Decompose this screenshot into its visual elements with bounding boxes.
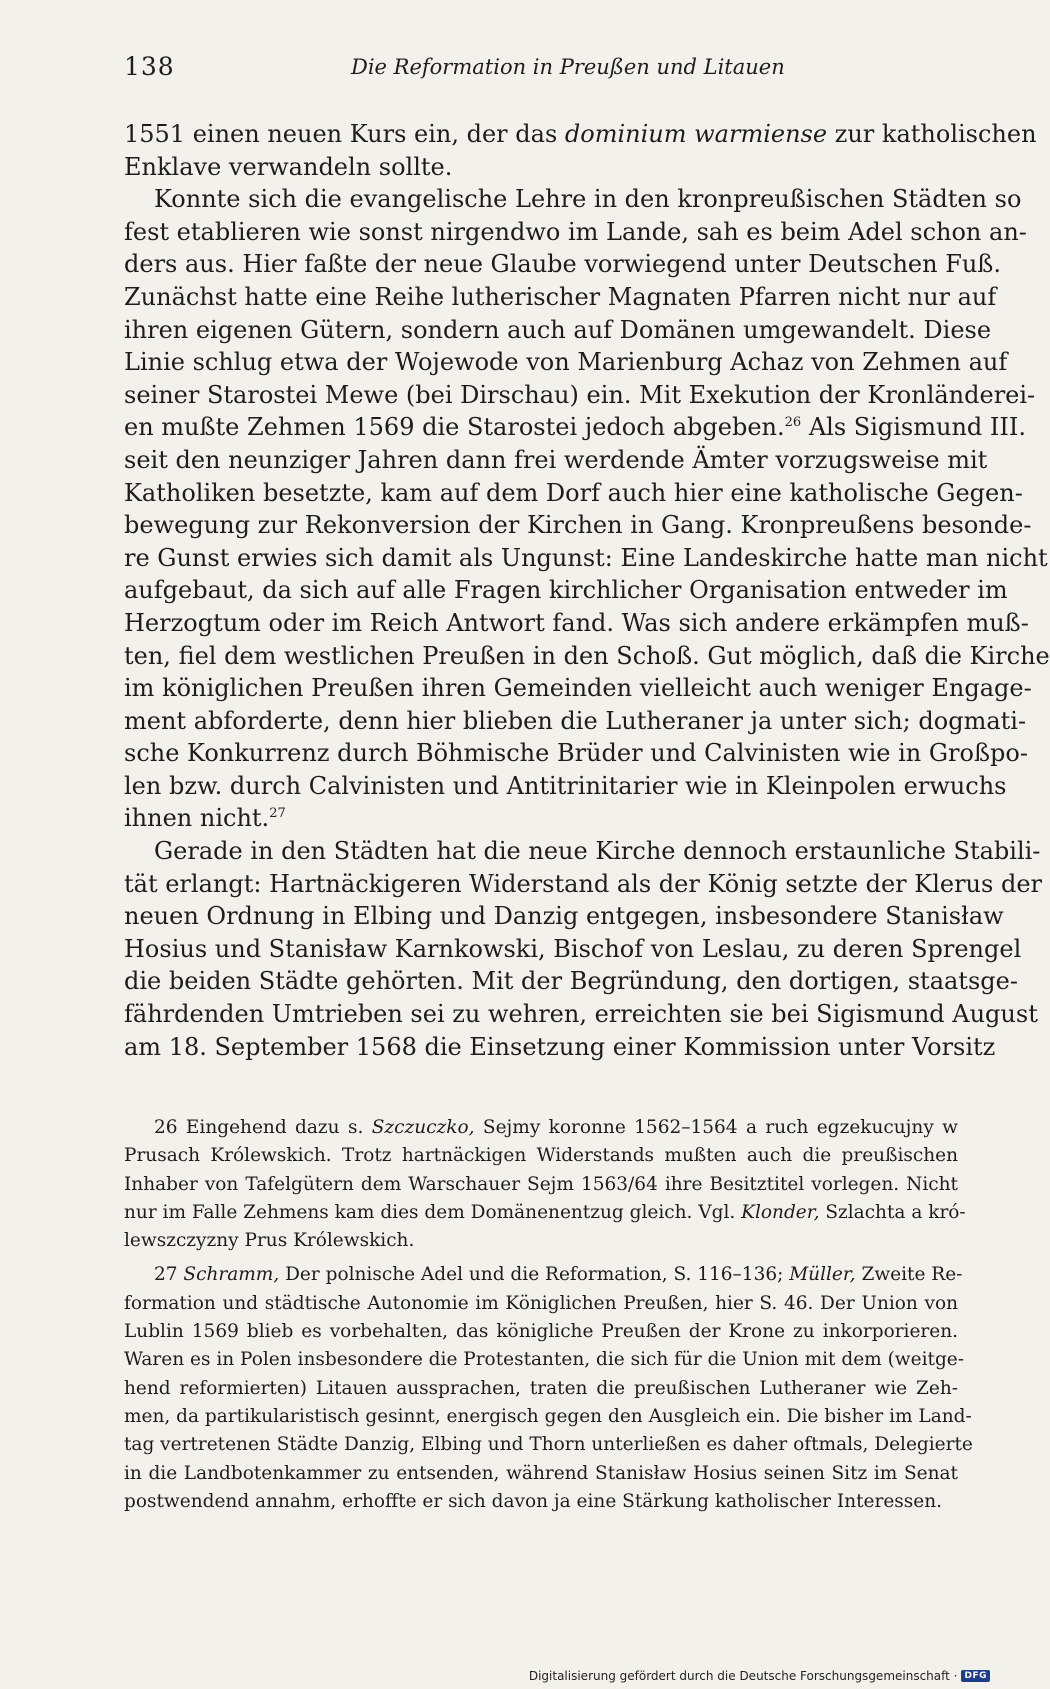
text-run: sche Konkurrenz durch Böhmische Brüder und Calvinisten wie in Großpo- <box>124 739 1028 768</box>
body-line <box>124 998 1038 1031</box>
text-run: Der polnische Adel und die Reformation, S. 116–136; <box>279 1264 790 1286</box>
footnote-27 <box>124 1261 973 1516</box>
footnote-line <box>124 1488 958 1516</box>
text-run: Prusach Królewskich. Trotz hartnäckigen Widerstands mußten auch die preußischen <box>124 1145 958 1167</box>
text-run: Inhaber von Tafelgütern dem Warschauer Sejm 1563/64 ihre Besitztitel vorlegen. Nicht <box>124 1173 958 1195</box>
text-run: Enklave verwandeln sollte. <box>124 152 453 181</box>
dfg-logo: DFG <box>961 1670 990 1682</box>
footnote-line <box>124 1171 958 1199</box>
text-run: neuen Ordnung in Elbing und Danzig entgegen, insbesondere Stanisław <box>124 902 1004 931</box>
body-line <box>124 965 1018 998</box>
text-run: 1551 einen neuen Kurs ein, der das <box>124 120 565 148</box>
text-run: ihnen nicht. <box>124 804 270 833</box>
body-line <box>124 868 1042 901</box>
text-run: Lublin 1569 blieb es vorbehalten, das königliche Preußen der Krone zu inkorporieren. <box>124 1321 958 1343</box>
italic-text: Müller, <box>789 1264 856 1286</box>
footnote-line <box>124 1227 958 1255</box>
footnote-line <box>124 1375 958 1403</box>
text-run: ders aus. Hier faßte der neue Glaube vorwiegend unter Deutschen Fuß. <box>124 250 1001 279</box>
text-run: Zunächst hatte eine Reihe lutherischer Magnaten Pfarren nicht nur auf <box>124 282 997 311</box>
text-run: zur katholischen <box>827 120 1037 148</box>
text-run: ten, fiel dem westlichen Preußen in den Schoß. Gut möglich, daß die Kirche <box>124 641 1050 670</box>
body-line <box>124 737 1028 770</box>
text-run: 26 Eingehend dazu s. <box>154 1117 372 1138</box>
footnote-line <box>124 1142 958 1170</box>
body-line <box>124 444 988 477</box>
text-run: fährdenden Umtrieben sei zu wehren, erreichten sie bei Sigismund August <box>124 1000 1038 1029</box>
text-run: tag vertretenen Städte Danzig, Elbing und Thorn unterließen es daher oftmals, Delegierte <box>124 1434 973 1456</box>
body-line <box>124 835 1041 868</box>
text-run: Katholiken besetzte, kam auf dem Dorf auch hier eine katholische Gegen- <box>124 478 1023 507</box>
body-line <box>124 574 1008 607</box>
body-line <box>124 542 1048 575</box>
footer-text: Digitalisierung gefördert durch die Deutsche Forschungsgemeinschaft · <box>528 1669 958 1683</box>
text-run: aufgebaut, da sich auf alle Fragen kirchlicher Organisation entweder im <box>124 576 1008 605</box>
text-run: Hosius und Stanisław Karnkowski, Bischof von Leslau, zu deren Sprengel <box>124 934 1022 963</box>
body-line <box>124 281 997 314</box>
text-run: am 18. September 1568 die Einsetzung einer Kommission unter Vorsitz <box>124 1032 996 1061</box>
text-run: 27 <box>154 1264 184 1286</box>
italic-text: Klonder, <box>741 1201 820 1223</box>
body-line <box>124 216 1027 249</box>
body-line <box>124 1031 996 1064</box>
text-run: Sejmy koronne 1562–1564 a ruch egzekucujny w <box>474 1117 958 1138</box>
footnote-26 <box>124 1114 966 1255</box>
text-run: len bzw. durch Calvinisten und Antitrinitarier wie in Kleinpolen erwuchs <box>124 771 1007 800</box>
text-run: Linie schlug etwa der Wojewode von Marienburg Achaz von Zehmen auf <box>124 348 1008 377</box>
italic-text: dominium warmiense <box>564 120 828 148</box>
body-line <box>124 509 1032 542</box>
text-run: seiner Starostei Mewe (bei Dirschau) ein. Mit Exekution der Kronländerei- <box>124 380 1036 409</box>
text-run: hend reformierten) Litauen aussprachen, traten die preußischen Lutheraner wie Zeh- <box>124 1377 958 1399</box>
text-run: lewszczyzny Prus Królewskich. <box>124 1230 415 1252</box>
footnote-line <box>124 1290 958 1318</box>
body-line <box>124 770 1007 803</box>
body-line <box>124 900 1004 933</box>
body-text <box>124 118 1050 1063</box>
body-line <box>124 118 1037 151</box>
footnote-line <box>124 1403 972 1431</box>
text-run: postwendend annahm, erhoffte er sich davon ja eine Stärkung katholischer Interessen. <box>124 1490 943 1512</box>
text-run: Als Sigismund III. <box>801 413 1026 442</box>
footnote-line <box>124 1199 966 1227</box>
footnote-line <box>124 1431 973 1459</box>
running-head: Die Reformation in Preußen und Litauen <box>351 55 785 79</box>
body-line <box>124 802 958 835</box>
body-line <box>124 379 1036 412</box>
body-line <box>124 314 992 347</box>
footnote-line <box>124 1114 958 1142</box>
body-line <box>124 183 1022 216</box>
text-run: seit den neunziger Jahren dann frei werdende Ämter vorzugsweise mit <box>124 445 988 474</box>
page-number: 138 <box>124 52 175 81</box>
body-line <box>124 151 958 184</box>
text-run: bewegung zur Rekonversion der Kirchen in Gang. Kronpreußens besonde- <box>124 511 1032 540</box>
page-header <box>124 52 785 86</box>
footnote-line <box>124 1261 963 1289</box>
footnote-line <box>124 1346 964 1374</box>
text-run: Gerade in den Städten hat die neue Kirche dennoch erstaunliche Stabili- <box>154 837 1041 866</box>
italic-text: Szczuczko, <box>371 1117 475 1138</box>
body-line <box>124 640 1050 673</box>
footnote-line <box>124 1318 958 1346</box>
body-line <box>124 705 1027 738</box>
text-run: ment abforderte, denn hier blieben die Lutheraner ja unter sich; dogmati- <box>124 706 1027 735</box>
footnote-reference: 27 <box>269 806 286 822</box>
body-line <box>124 477 1023 510</box>
body-line <box>124 607 1029 640</box>
text-run: fest etablieren wie sonst nirgendwo im Lande, sah es beim Adel schon an- <box>124 217 1027 246</box>
body-line <box>124 672 1032 705</box>
text-run: im königlichen Preußen ihren Gemeinden vielleicht auch weniger Engage- <box>124 674 1032 703</box>
text-run: Zweite Re- <box>855 1264 963 1286</box>
digitization-footer <box>529 1669 990 1683</box>
text-run: Waren es in Polen insbesondere die Protestanten, die sich für die Union mit dem (weitge- <box>124 1349 964 1371</box>
text-run: in die Landbotenkammer zu entsenden, während Stanisław Hosius seinen Sitz im Senat <box>124 1462 958 1484</box>
text-run: tät erlangt: Hartnäckigeren Widerstand als der König setzte der Klerus der <box>124 869 1042 898</box>
text-run: men, da partikularistisch gesinnt, energisch gegen den Ausgleich ein. Die bisher im Land- <box>124 1405 972 1427</box>
text-run: formation und städtische Autonomie im Königlichen Preußen, hier S. 46. Der Union von <box>124 1292 958 1314</box>
text-run: Konnte sich die evangelische Lehre in den kronpreußischen Städten so <box>154 185 1022 214</box>
text-run: nur im Falle Zehmens kam dies dem Domänenentzug gleich. Vgl. <box>124 1201 742 1223</box>
text-run: Szlachta a kró- <box>819 1201 966 1223</box>
text-run: ihren eigenen Gütern, sondern auch auf Domänen umgewandelt. Diese <box>124 315 992 344</box>
text-run: die beiden Städte gehörten. Mit der Begründung, den dortigen, staatsge- <box>124 967 1018 996</box>
body-line <box>124 411 1026 444</box>
italic-text: Schramm, <box>183 1264 280 1286</box>
text-run: Herzogtum oder im Reich Antwort fand. Was sich andere erkämpfen muß- <box>124 608 1029 637</box>
text-run: en mußte Zehmen 1569 die Starostei jedoch abgeben. <box>124 413 785 442</box>
body-line <box>124 346 1008 379</box>
text-run: re Gunst erwies sich damit als Ungunst: Eine Landeskirche hatte man nicht <box>124 543 1048 572</box>
footnote-reference: 26 <box>784 415 802 431</box>
footnote-line <box>124 1460 958 1488</box>
body-line <box>124 248 1001 281</box>
body-line <box>124 933 1022 966</box>
footnotes <box>124 1114 973 1516</box>
